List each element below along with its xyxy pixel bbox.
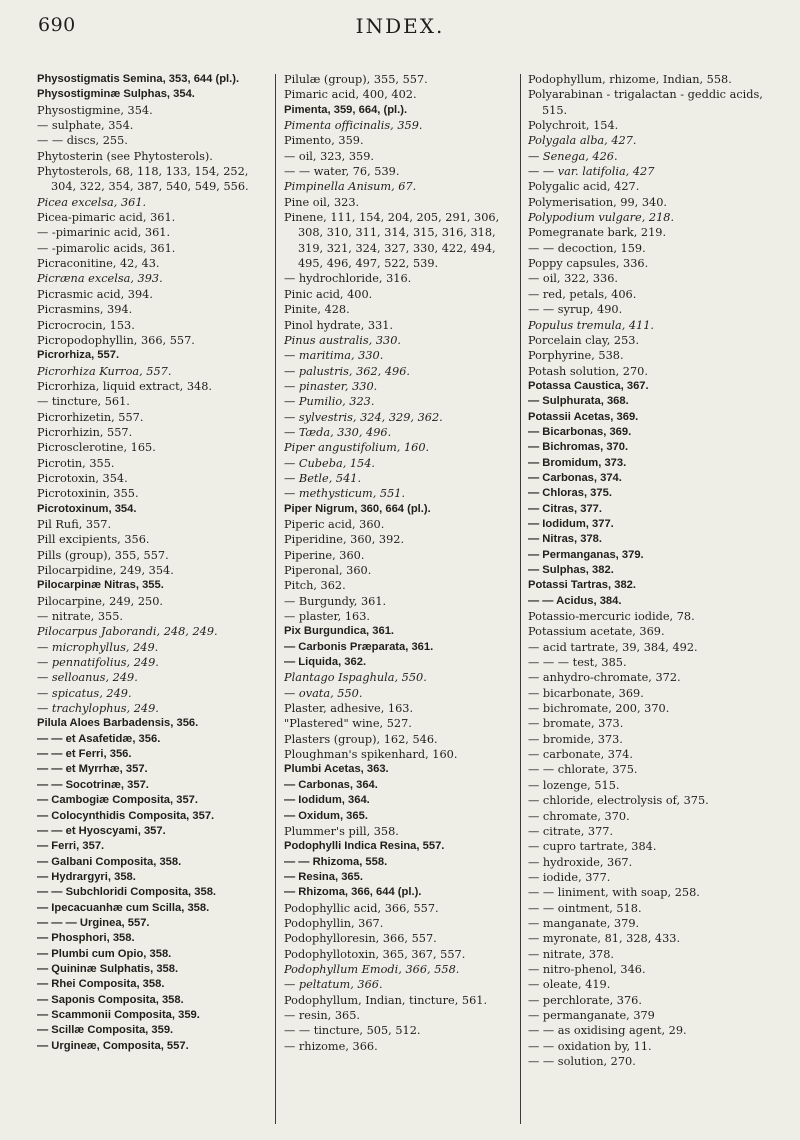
index-entry: — — syrup, 490. (528, 303, 623, 317)
index-entry: — hydrochloride, 316. (284, 272, 412, 286)
index-entry: Pitch, 362. (284, 579, 346, 593)
index-entry: — manganate, 379. (528, 916, 640, 930)
index-entry: — permanganate, 379 (528, 1008, 655, 1022)
index-entry: Phytosterin (see Phytosterols). (37, 149, 213, 163)
index-entry: — chloride, electrolysis of, 375. (528, 794, 709, 808)
index-entry: — sylvestris, 324, 329, 362. (284, 410, 443, 424)
index-entry: Podophyllum, rhizome, Indian, 558. (528, 73, 732, 86)
index-entry: — — Rhizoma, 558. (284, 855, 388, 868)
index-entry: — — et Hyoscyami, 357. (37, 824, 166, 837)
index-entry: Picrotin, 355. (37, 456, 115, 470)
index-entry: — microphyllus, 249. (37, 640, 159, 654)
index-entry: Piperonal, 360. (284, 564, 372, 577)
index-entry: Polypodium vulgare, 218. (528, 211, 675, 225)
index-entry: Pilocarpinæ Nitras, 355. (37, 579, 164, 592)
index-entry: Pil Rufi, 357. (37, 517, 112, 531)
index-entry: Pine oil, 323. (284, 195, 360, 209)
index-entry: — Nitras, 378. (528, 533, 602, 546)
index-entry: — Phosphori, 358. (37, 932, 135, 945)
index-entry: — Urgineæ, Composita, 557. (37, 1039, 189, 1052)
index-entry: — selloanus, 249. (37, 671, 138, 685)
index-entry: — Scammonii Composita, 359. (37, 1008, 200, 1021)
index-entry: Pix Burgundica, 361. (284, 625, 395, 638)
page-header (0, 14, 800, 48)
index-entry: — tincture, 561. (37, 395, 130, 409)
index-entry: — red, petals, 406. (528, 287, 637, 301)
index-entry: — — tincture, 505, 512. (284, 1024, 421, 1038)
index-entry: — Permanganas, 379. (528, 548, 644, 561)
index-entry: — — — test, 385. (528, 656, 627, 670)
index-entry: — spicatus, 249. (37, 686, 132, 700)
index-entry: — — oxidation by, 11. (528, 1039, 652, 1053)
index-entry: — Tæda, 330, 496. (284, 425, 392, 439)
index-entry: — — et Myrrhæ, 357. (37, 763, 148, 776)
index-entry: — trachylophus, 249. (37, 702, 159, 716)
index-entry: Polyarabinan - trigalactan - geddic acids, 515. (528, 88, 763, 117)
index-entry: — peltatum, 366. (284, 978, 383, 992)
index-entry: Pinite, 428. (284, 303, 350, 317)
index-entry: Poppy capsules, 336. (528, 257, 649, 271)
index-entry: Pills (group), 355, 557. (37, 548, 169, 562)
index-entry: — Senega, 426. (528, 149, 618, 163)
index-entry: Picrocrocin, 153. (37, 318, 135, 332)
index-entry: — carbonate, 374. (528, 748, 633, 762)
index-entry: Pinene, 111, 154, 204, 205, 291, 306, 308, 310, 311, 314, 315, 316, 318, 319, 321, 324, 327, 330, 422, 494, 495, 496, 497, 522, 539. (284, 211, 500, 271)
index-entry: — Carbonas, 374. (528, 471, 622, 484)
index-entry: Podophyllin, 367. (284, 916, 384, 930)
index-entry: — Iodidum, 377. (528, 517, 614, 530)
index-entry: Piper angustifolium, 160. (284, 441, 430, 455)
index-entry: — -pimarinic acid, 361. (37, 226, 171, 240)
index-entry: — -pimarolic acids, 361. (37, 241, 176, 255)
index-entry: — Rhei Composita, 358. (37, 978, 165, 991)
index-entry: Piper Nigrum, 360, 664 (pl.). (284, 502, 431, 515)
index-entry: — pinaster, 330. (284, 379, 378, 393)
index-entry: — — ointment, 518. (528, 901, 642, 915)
index-entry: — Resina, 365. (284, 870, 363, 883)
index-entry: — maritima, 330. (284, 349, 384, 363)
index-entry: — — Acidus, 384. (528, 594, 622, 607)
index-entry: Pimaric acid, 400, 402. (284, 88, 417, 102)
index-column-1 (37, 72, 269, 1132)
index-entry: — hydroxide, 367. (528, 855, 633, 869)
index-column-2 (284, 72, 512, 1132)
index-entry: Polygala alba, 427. (528, 134, 637, 148)
index-entry: — — liniment, with soap, 258. (528, 886, 700, 900)
index-entry: Pinol hydrate, 331. (284, 318, 394, 332)
index-entry: — chromate, 370. (528, 809, 630, 823)
index-entry: — oil, 322, 336. (528, 272, 618, 286)
index-entry: Plantago Ispaghula, 550. (284, 671, 427, 685)
index-entry: Picrorhiza, liquid extract, 348. (37, 379, 213, 393)
index-entry: — oleate, 419. (528, 978, 611, 992)
index-entry: — — as oxidising agent, 29. (528, 1024, 687, 1038)
index-entry: Potassa Caustica, 367. (528, 379, 649, 392)
index-entry: Picrotoxinin, 355. (37, 487, 139, 501)
page-number: 690 (38, 14, 76, 36)
index-entry: — — solution, 270. (528, 1055, 636, 1068)
index-entry: Pomegranate bark, 219. (528, 226, 667, 240)
index-entry: Picrosclerotine, 165. (37, 441, 156, 455)
index-entry: Pilocarpus Jaborandi, 248, 249. (37, 625, 218, 639)
index-entry: Pilocarpidine, 249, 354. (37, 564, 174, 577)
index-entry: Potassio-mercuric iodide, 78. (528, 610, 695, 624)
index-entry: Podophylli Indica Resina, 557. (284, 840, 445, 853)
index-entry: Pinus australis, 330. (284, 333, 401, 347)
index-entry: — Sulphurata, 368. (528, 395, 629, 408)
index-entry: Picrorhiza, 557. (37, 349, 120, 362)
index-entry: Picea excelsa, 361. (37, 195, 147, 209)
index-entry: — Citras, 377. (528, 502, 602, 515)
index-entry: — perchlorate, 376. (528, 993, 642, 1007)
index-entry: — — — Urginea, 557. (37, 916, 150, 929)
index-entry: — — decoction, 159. (528, 241, 646, 255)
index-entry: Podophyllic acid, 366, 557. (284, 901, 439, 915)
index-entry: — Quininæ Sulphatis, 358. (37, 962, 179, 975)
index-entry: — Carbonis Præparata, 361. (284, 640, 434, 653)
index-entry: — Carbonas, 364. (284, 778, 378, 791)
index-entry: — resin, 365. (284, 1008, 360, 1022)
index-entry: — myronate, 81, 328, 433. (528, 932, 681, 946)
index-entry: Plummer's pill, 358. (284, 824, 399, 838)
index-entry: — Betle, 541. (284, 471, 362, 485)
index-entry: Polymerisation, 99, 340. (528, 195, 668, 209)
index-entry: — Sulphas, 382. (528, 564, 614, 576)
index-entry: Pimento, 359. (284, 134, 364, 148)
index-entry: Picraconitine, 42, 43. (37, 257, 160, 271)
index-entry: — cupro tartrate, 384. (528, 840, 657, 854)
index-entry: Piperidine, 360, 392. (284, 533, 405, 547)
index-entry: — anhydro-chromate, 372. (528, 671, 681, 685)
index-entry: Porphyrine, 538. (528, 349, 624, 363)
page-title: INDEX. (355, 14, 445, 38)
index-entry: "Plastered" wine, 527. (284, 717, 412, 731)
index-entry: — Scillæ Composita, 359. (37, 1024, 174, 1037)
index-entry: — Bichromas, 370. (528, 441, 629, 454)
index-entry: Pimenta officinalis, 359. (284, 119, 423, 133)
index-entry: — Oxidum, 365. (284, 809, 368, 822)
index-entry: — citrate, 377. (528, 824, 614, 838)
index-entry: Pimenta, 359, 664, (pl.). (284, 103, 408, 116)
index-entry: Polychroit, 154. (528, 119, 619, 133)
index-entry: — palustris, 362, 496. (284, 364, 410, 378)
index-entry: — bromate, 373. (528, 717, 624, 731)
index-entry: Picrotoxinum, 354. (37, 502, 137, 515)
index-entry: — Cambogiæ Composita, 357. (37, 794, 199, 807)
index-entry: Piperic acid, 360. (284, 517, 385, 531)
index-entry: Pilula Aloes Barbadensis, 356. (37, 717, 199, 730)
index-entry: — Galbani Composita, 358. (37, 855, 182, 868)
index-entry: — sulphate, 354. (37, 119, 134, 133)
index-entry: — Bromidum, 373. (528, 456, 627, 469)
index-entry: Pinic acid, 400. (284, 287, 373, 301)
index-entry: — — var. latifolia, 427 (528, 165, 655, 179)
index-entry: — Rhizoma, 366, 644 (pl.). (284, 886, 422, 899)
index-entry: — rhizome, 366. (284, 1039, 378, 1053)
index-entry: — Pumilio, 323. (284, 395, 375, 409)
index-entry: — bromide, 373. (528, 732, 623, 746)
index-entry: Picrorhiza Kurroa, 557. (37, 364, 172, 378)
index-entry: Potassi Tartras, 382. (528, 579, 636, 592)
index-entry: Podophyllum Emodi, 366, 558. (284, 962, 460, 976)
index-entry: — ovata, 550. (284, 686, 363, 700)
index-entry: Plumbi Acetas, 363. (284, 763, 389, 776)
index-entry: — Ferri, 357. (37, 840, 105, 853)
index-entry: Pilocarpine, 249, 250. (37, 594, 163, 608)
index-entry: — — et Asafetidæ, 356. (37, 732, 161, 745)
index-entry: — Plumbi cum Opio, 358. (37, 947, 172, 960)
index-entry: — — water, 76, 539. (284, 165, 400, 179)
index-entry: — — discs, 255. (37, 134, 128, 148)
index-entry: — Iodidum, 364. (284, 794, 370, 807)
index-entry: — Ipecacuanhæ cum Scilla, 358. (37, 901, 210, 914)
index-entry: Ploughman's spikenhard, 160. (284, 748, 458, 762)
index-entry: — nitrate, 378. (528, 947, 615, 961)
index-entry: — Hydrargyri, 358. (37, 870, 136, 883)
index-entry: Pill excipients, 356. (37, 533, 150, 547)
index-entry: Phytosterols, 68, 118, 133, 154, 252, 304, 322, 354, 387, 540, 549, 556. (37, 165, 249, 194)
index-entry: — iodide, 377. (528, 870, 611, 884)
index-entry: — nitrate, 355. (37, 610, 124, 624)
index-entry: — lozenge, 515. (528, 778, 620, 792)
index-entry: — Burgundy, 361. (284, 594, 387, 608)
index-entry: Podophylloresin, 366, 557. (284, 932, 437, 946)
index-entry: — Colocynthidis Composita, 357. (37, 809, 215, 822)
index-entry: — methysticum, 551. (284, 487, 406, 501)
index-entry: — oil, 323, 359. (284, 149, 374, 163)
index-entry: Plasters (group), 162, 546. (284, 732, 438, 746)
index-entry: Podophyllotoxin, 365, 367, 557. (284, 947, 466, 961)
index-entry: — plaster, 163. (284, 610, 370, 624)
index-entry: — Bicarbonas, 369. (528, 425, 632, 438)
index-entry: Polygalic acid, 427. (528, 180, 640, 194)
index-entry: Picropodophyllin, 366, 557. (37, 333, 195, 347)
index-entry: — Liquida, 362. (284, 656, 367, 669)
index-entry: — bichromate, 200, 370. (528, 702, 670, 716)
index-entry: Pilulæ (group), 355, 557. (284, 73, 428, 86)
index-entry: — — Subchloridi Composita, 358. (37, 886, 217, 899)
index-entry: Physostigmine, 354. (37, 103, 153, 117)
index-entry: Populus tremula, 411. (528, 318, 655, 332)
index-entry: Picrorhizin, 557. (37, 425, 133, 439)
index-entry: — pennatifolius, 249. (37, 656, 159, 670)
index-entry: Pimpinella Anisum, 67. (284, 180, 417, 194)
index-entry: — acid tartrate, 39, 384, 492. (528, 640, 698, 654)
index-entry: Picrasmins, 394. (37, 303, 133, 317)
index-entry: Picrorhizetin, 557. (37, 410, 144, 424)
index-entry: Physostigmatis Semina, 353, 644 (pl.). (37, 73, 240, 85)
index-entry: Potash solution, 270. (528, 364, 648, 378)
index-entry: Potassii Acetas, 369. (528, 410, 639, 423)
index-entry: Picræna excelsa, 393. (37, 272, 163, 286)
index-entry: Physostigminæ Sulphas, 354. (37, 88, 195, 101)
index-entry: Picrotoxin, 354. (37, 471, 128, 485)
index-entry: Picea-pimaric acid, 361. (37, 211, 176, 225)
index-entry: — bicarbonate, 369. (528, 686, 644, 700)
index-entry: Porcelain clay, 253. (528, 333, 640, 347)
index-entry: — Cubeba, 154. (284, 456, 376, 470)
index-column-3 (528, 72, 772, 1132)
index-entry: — Saponis Composita, 358. (37, 993, 184, 1006)
index-entry: Podophyllum, Indian, tincture, 561. (284, 993, 488, 1007)
index-entry: — — chlorate, 375. (528, 763, 638, 777)
index-columns (0, 72, 800, 1132)
index-entry: Potassium acetate, 369. (528, 625, 665, 639)
index-entry: — nitro-phenol, 346. (528, 962, 646, 976)
index-entry: — Chloras, 375. (528, 487, 612, 500)
index-entry: — — Socotrinæ, 357. (37, 778, 149, 791)
index-entry: Piperine, 360. (284, 548, 365, 562)
index-entry: — — et Ferri, 356. (37, 748, 132, 761)
index-entry: Plaster, adhesive, 163. (284, 702, 414, 716)
index-entry: Picrasmic acid, 394. (37, 287, 153, 301)
